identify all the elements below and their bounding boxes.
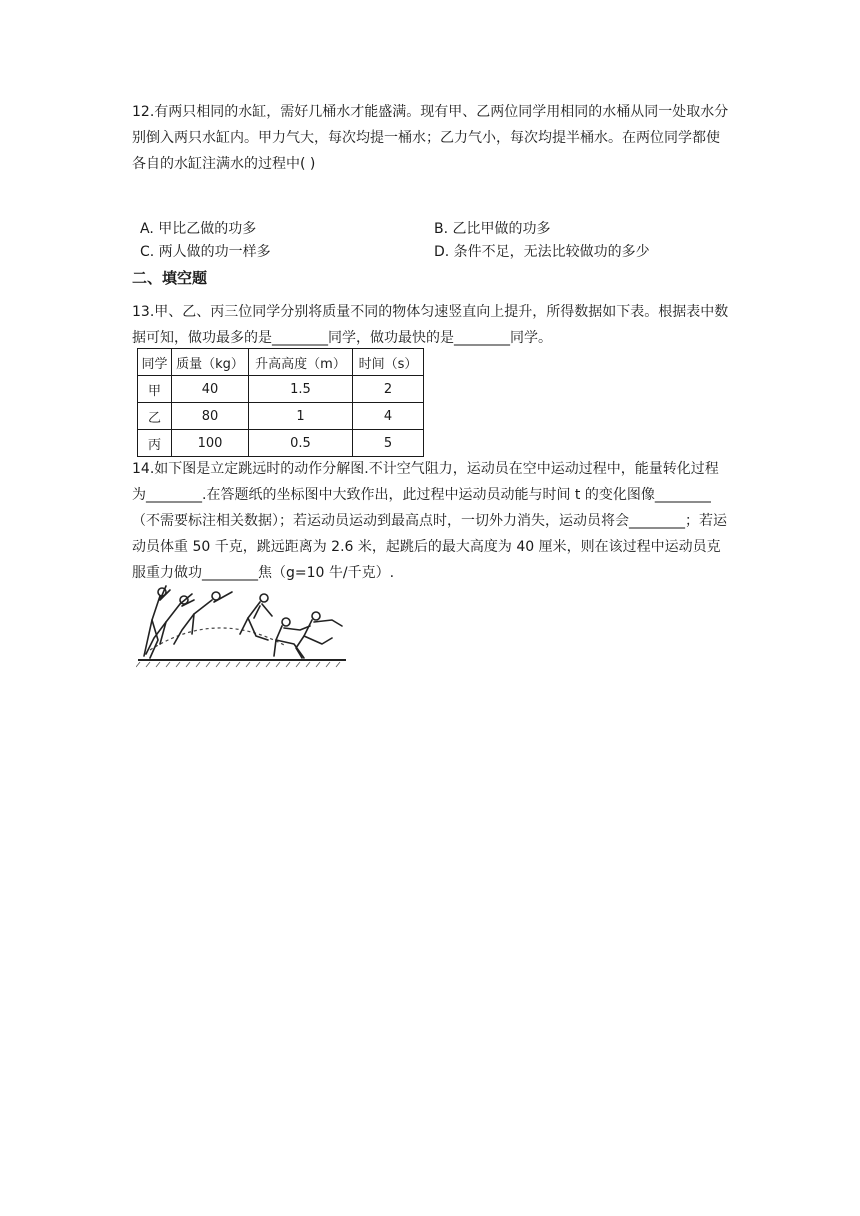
table-cell: 丙 <box>138 430 172 457</box>
table-header: 同学 <box>138 349 172 376</box>
table-row <box>138 403 424 430</box>
data-table <box>137 348 424 457</box>
option-b: B. 乙比甲做的功多 <box>434 221 551 237</box>
athlete-pose-6 <box>296 612 342 658</box>
athlete-sequence <box>144 586 342 658</box>
option-c: C. 两人做的功一样多 <box>140 244 271 260</box>
table-cell: 5 <box>353 430 424 457</box>
table-header-row <box>138 349 424 376</box>
table-cell: 80 <box>172 403 249 430</box>
section-title: 二、填空题 <box>132 269 208 287</box>
ground <box>136 660 346 667</box>
table-cell: 2 <box>353 376 424 403</box>
table-cell: 100 <box>172 430 249 457</box>
option-a: A. 甲比乙做的功多 <box>140 221 257 237</box>
table-header: 升高高度（m） <box>249 349 353 376</box>
question-13-text: 13.甲、乙、丙三位同学分别将质量不同的物体匀速竖直向上提升，所得数据如下表。根据表中数据可知，做功最多的是________同学，做功最快的是________同学。 <box>132 304 729 346</box>
standing-long-jump-figure <box>136 578 351 670</box>
table-cell: 1.5 <box>249 376 353 403</box>
table-cell: 40 <box>172 376 249 403</box>
table-cell: 4 <box>353 403 424 430</box>
athlete-pose-3 <box>174 592 232 644</box>
table-row <box>138 430 424 457</box>
table-header: 时间（s） <box>353 349 424 376</box>
question-14-text: 14.如下图是立定跳远时的动作分解图.不计空气阻力，运动员在空中运动过程中，能量转化过程为________.在答题纸的坐标图中大致作出，此过程中运动员动能与时间 t 的变化图像________（不需要标注相关数据）；若运动员运动到最高点时，一切外力消失，运动员将会________；若运动员体重 50 千克，跳远距离为 2.6 米，起跳后的最大高度为 40 厘米，则在该过程中运动员克服重力做功________焦（g=10 牛/千克）. <box>132 461 727 581</box>
option-d: D. 条件不足，无法比较做功的多少 <box>434 244 650 260</box>
table-cell: 0.5 <box>249 430 353 457</box>
table-row <box>138 376 424 403</box>
table-header: 质量（kg） <box>172 349 249 376</box>
question-12-text: 12.有两只相同的水缸，需好几桶水才能盛满。现有甲、乙两位同学用相同的水桶从同一处取水分别倒入两只水缸内。甲力气大，每次均提一桶水；乙力气小，每次均提半桶水。在两位同学都使各自的水缸注满水的过程中( ) <box>132 104 729 172</box>
table-cell: 甲 <box>138 376 172 403</box>
athlete-pose-5 <box>274 618 310 658</box>
table-cell: 1 <box>249 403 353 430</box>
table-cell: 乙 <box>138 403 172 430</box>
